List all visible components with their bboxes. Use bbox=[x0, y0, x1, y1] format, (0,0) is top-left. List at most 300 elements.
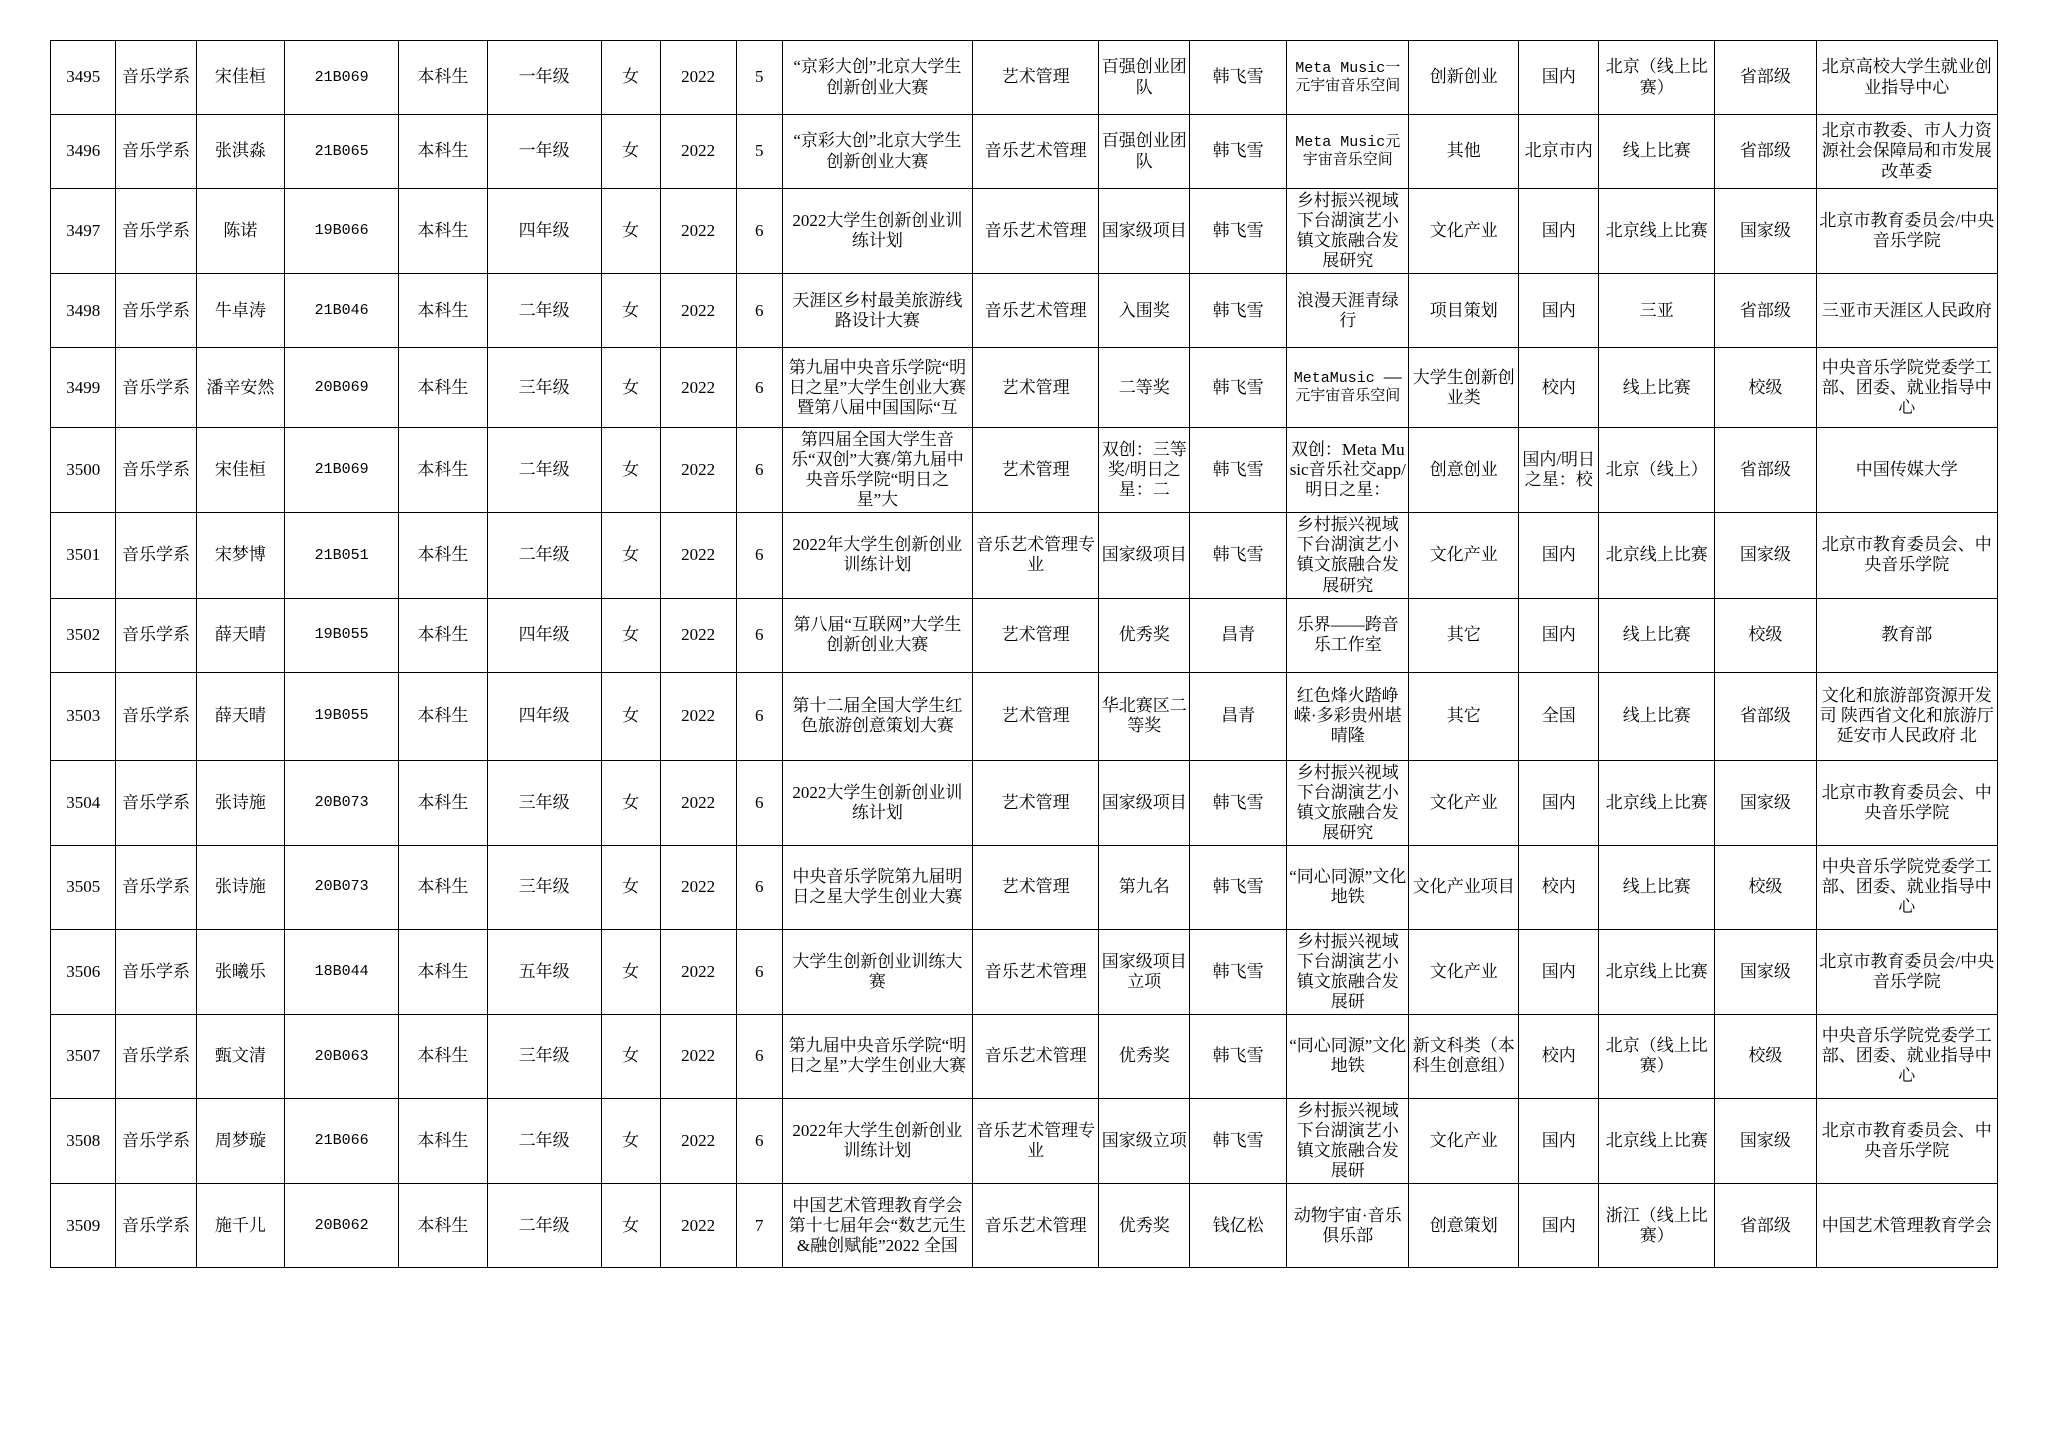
cell-rank: 省部级 bbox=[1715, 274, 1816, 348]
cell-level: 本科生 bbox=[399, 41, 488, 115]
cell-category: 创意创业 bbox=[1409, 428, 1519, 513]
cell-year: 2022 bbox=[660, 428, 736, 513]
cell-grade: 二年级 bbox=[487, 1098, 601, 1183]
cell-project: 中国艺术管理教育学会第十七届年会“数艺元生 &融创赋能”2022 全国 bbox=[782, 1184, 972, 1268]
cell-scope: 校内 bbox=[1519, 348, 1599, 428]
cell-organizer: 北京市教育委员会/中央音乐学院 bbox=[1816, 189, 1997, 274]
cell-place: 北京线上比赛 bbox=[1599, 189, 1715, 274]
cell-dept: 音乐学系 bbox=[116, 760, 196, 845]
cell-category: 创意策划 bbox=[1409, 1184, 1519, 1268]
cell-gender: 女 bbox=[601, 1098, 660, 1183]
cell-rank: 省部级 bbox=[1715, 1184, 1816, 1268]
cell-gender: 女 bbox=[601, 929, 660, 1014]
cell-project: 2022年大学生创新创业训练计划 bbox=[782, 1098, 972, 1183]
cell-project: “京彩大创”北京大学生创新创业大赛 bbox=[782, 115, 972, 189]
cell-major: 音乐艺术管理 bbox=[972, 1184, 1099, 1268]
cell-award: 百强创业团队 bbox=[1099, 115, 1190, 189]
cell-major: 音乐艺术管理 bbox=[972, 1014, 1099, 1098]
cell-major: 艺术管理 bbox=[972, 428, 1099, 513]
cell-category: 其它 bbox=[1409, 598, 1519, 672]
cell-level: 本科生 bbox=[399, 428, 488, 513]
cell-student-id: 20B069 bbox=[285, 348, 399, 428]
cell-category: 文化产业项目 bbox=[1409, 845, 1519, 929]
cell-rank: 省部级 bbox=[1715, 428, 1816, 513]
cell-category: 其他 bbox=[1409, 115, 1519, 189]
cell-place: 线上比赛 bbox=[1599, 348, 1715, 428]
cell-level: 本科生 bbox=[399, 274, 488, 348]
cell-dept: 音乐学系 bbox=[116, 1098, 196, 1183]
cell-scope: 校内 bbox=[1519, 1014, 1599, 1098]
cell-teacher: 韩飞雪 bbox=[1190, 845, 1287, 929]
cell-place: 北京（线上比赛） bbox=[1599, 41, 1715, 115]
cell-number: 6 bbox=[736, 1014, 782, 1098]
cell-award: 优秀奖 bbox=[1099, 598, 1190, 672]
cell-award: 国家级立项 bbox=[1099, 1098, 1190, 1183]
cell-rank: 校级 bbox=[1715, 1014, 1816, 1098]
cell-team: “同心同源”文化地铁 bbox=[1287, 845, 1409, 929]
cell-no: 3495 bbox=[51, 41, 116, 115]
cell-dept: 音乐学系 bbox=[116, 428, 196, 513]
cell-grade: 二年级 bbox=[487, 1184, 601, 1268]
cell-grade: 一年级 bbox=[487, 41, 601, 115]
cell-gender: 女 bbox=[601, 189, 660, 274]
cell-dept: 音乐学系 bbox=[116, 115, 196, 189]
cell-gender: 女 bbox=[601, 845, 660, 929]
cell-team: 乡村振兴视域下台湖演艺小镇文旅融合发展研究 bbox=[1287, 513, 1409, 598]
cell-teacher: 韩飞雪 bbox=[1190, 41, 1287, 115]
cell-rank: 省部级 bbox=[1715, 115, 1816, 189]
cell-gender: 女 bbox=[601, 428, 660, 513]
cell-year: 2022 bbox=[660, 1098, 736, 1183]
cell-name: 薛天晴 bbox=[196, 672, 285, 760]
cell-place: 北京线上比赛 bbox=[1599, 1098, 1715, 1183]
cell-teacher: 韩飞雪 bbox=[1190, 513, 1287, 598]
cell-teacher: 韩飞雪 bbox=[1190, 428, 1287, 513]
cell-gender: 女 bbox=[601, 760, 660, 845]
cell-major: 音乐艺术管理 bbox=[972, 929, 1099, 1014]
cell-organizer: 中央音乐学院党委学工部、团委、就业指导中心 bbox=[1816, 1014, 1997, 1098]
cell-award: 优秀奖 bbox=[1099, 1184, 1190, 1268]
cell-organizer: 北京市教委、市人力资源社会保障局和市发展改革委 bbox=[1816, 115, 1997, 189]
cell-teacher: 韩飞雪 bbox=[1190, 274, 1287, 348]
cell-grade: 二年级 bbox=[487, 274, 601, 348]
cell-team: 乡村振兴视域下台湖演艺小镇文旅融合发展研究 bbox=[1287, 189, 1409, 274]
cell-name: 牛卓涛 bbox=[196, 274, 285, 348]
cell-level: 本科生 bbox=[399, 598, 488, 672]
cell-place: 三亚 bbox=[1599, 274, 1715, 348]
cell-category: 文化产业 bbox=[1409, 760, 1519, 845]
cell-place: 线上比赛 bbox=[1599, 845, 1715, 929]
cell-student-id: 18B044 bbox=[285, 929, 399, 1014]
cell-project: 第十二届全国大学生红色旅游创意策划大赛 bbox=[782, 672, 972, 760]
cell-scope: 国内 bbox=[1519, 274, 1599, 348]
cell-rank: 国家级 bbox=[1715, 1098, 1816, 1183]
cell-team: 乡村振兴视域下台湖演艺小镇文旅融合发展研 bbox=[1287, 1098, 1409, 1183]
cell-gender: 女 bbox=[601, 115, 660, 189]
cell-year: 2022 bbox=[660, 929, 736, 1014]
cell-teacher: 韩飞雪 bbox=[1190, 348, 1287, 428]
cell-major: 艺术管理 bbox=[972, 760, 1099, 845]
cell-rank: 国家级 bbox=[1715, 760, 1816, 845]
cell-place: 北京（线上比赛） bbox=[1599, 1014, 1715, 1098]
cell-no: 3499 bbox=[51, 348, 116, 428]
cell-no: 3500 bbox=[51, 428, 116, 513]
cell-year: 2022 bbox=[660, 274, 736, 348]
cell-project: “京彩大创”北京大学生创新创业大赛 bbox=[782, 41, 972, 115]
cell-organizer: 中国传媒大学 bbox=[1816, 428, 1997, 513]
cell-teacher: 韩飞雪 bbox=[1190, 1098, 1287, 1183]
cell-rank: 国家级 bbox=[1715, 189, 1816, 274]
cell-dept: 音乐学系 bbox=[116, 1014, 196, 1098]
cell-place: 线上比赛 bbox=[1599, 598, 1715, 672]
cell-team: 乡村振兴视域下台湖演艺小镇文旅融合发展研究 bbox=[1287, 760, 1409, 845]
cell-student-id: 21B051 bbox=[285, 513, 399, 598]
cell-rank: 国家级 bbox=[1715, 513, 1816, 598]
cell-organizer: 教育部 bbox=[1816, 598, 1997, 672]
cell-student-id: 20B063 bbox=[285, 1014, 399, 1098]
cell-level: 本科生 bbox=[399, 1184, 488, 1268]
table-row bbox=[51, 513, 1998, 598]
cell-student-id: 19B055 bbox=[285, 598, 399, 672]
cell-student-id: 19B055 bbox=[285, 672, 399, 760]
table-row bbox=[51, 41, 1998, 115]
cell-award: 百强创业团队 bbox=[1099, 41, 1190, 115]
cell-number: 5 bbox=[736, 115, 782, 189]
cell-gender: 女 bbox=[601, 513, 660, 598]
cell-organizer: 北京市教育委员会、中央音乐学院 bbox=[1816, 1098, 1997, 1183]
table-row bbox=[51, 1184, 1998, 1268]
cell-student-id: 21B069 bbox=[285, 428, 399, 513]
cell-place: 北京（线上） bbox=[1599, 428, 1715, 513]
cell-scope: 国内 bbox=[1519, 513, 1599, 598]
cell-scope: 国内 bbox=[1519, 598, 1599, 672]
cell-grade: 四年级 bbox=[487, 672, 601, 760]
cell-category: 创新创业 bbox=[1409, 41, 1519, 115]
cell-name: 甄文清 bbox=[196, 1014, 285, 1098]
cell-student-id: 21B069 bbox=[285, 41, 399, 115]
cell-name: 张曦乐 bbox=[196, 929, 285, 1014]
cell-gender: 女 bbox=[601, 41, 660, 115]
cell-number: 6 bbox=[736, 672, 782, 760]
cell-scope: 国内 bbox=[1519, 1184, 1599, 1268]
cell-name: 张淇淼 bbox=[196, 115, 285, 189]
cell-award: 华北赛区二等奖 bbox=[1099, 672, 1190, 760]
table-row bbox=[51, 845, 1998, 929]
cell-gender: 女 bbox=[601, 672, 660, 760]
table-row bbox=[51, 428, 1998, 513]
cell-level: 本科生 bbox=[399, 1098, 488, 1183]
cell-name: 张诗施 bbox=[196, 845, 285, 929]
cell-name: 薛天晴 bbox=[196, 598, 285, 672]
cell-scope: 国内 bbox=[1519, 41, 1599, 115]
cell-organizer: 北京市教育委员会、中央音乐学院 bbox=[1816, 760, 1997, 845]
cell-award: 国家级项目 bbox=[1099, 513, 1190, 598]
cell-scope: 北京市内 bbox=[1519, 115, 1599, 189]
cell-gender: 女 bbox=[601, 348, 660, 428]
cell-level: 本科生 bbox=[399, 672, 488, 760]
table-row bbox=[51, 672, 1998, 760]
cell-team: 双创：Meta Music音乐社交app/明日之星： bbox=[1287, 428, 1409, 513]
cell-organizer: 北京高校大学生就业创业指导中心 bbox=[1816, 41, 1997, 115]
cell-rank: 校级 bbox=[1715, 598, 1816, 672]
cell-place: 线上比赛 bbox=[1599, 672, 1715, 760]
cell-no: 3502 bbox=[51, 598, 116, 672]
cell-name: 施千儿 bbox=[196, 1184, 285, 1268]
cell-name: 周梦璇 bbox=[196, 1098, 285, 1183]
table-row bbox=[51, 274, 1998, 348]
cell-award: 双创：三等奖/明日之星：二 bbox=[1099, 428, 1190, 513]
cell-project: 第九届中央音乐学院“明日之星”大学生创业大赛暨第八届中国国际“互 bbox=[782, 348, 972, 428]
cell-award: 优秀奖 bbox=[1099, 1014, 1190, 1098]
cell-no: 3508 bbox=[51, 1098, 116, 1183]
cell-scope: 全国 bbox=[1519, 672, 1599, 760]
cell-project: 2022大学生创新创业训练计划 bbox=[782, 189, 972, 274]
cell-no: 3496 bbox=[51, 115, 116, 189]
cell-team: 乡村振兴视域下台湖演艺小镇文旅融合发展研 bbox=[1287, 929, 1409, 1014]
cell-level: 本科生 bbox=[399, 115, 488, 189]
cell-grade: 三年级 bbox=[487, 760, 601, 845]
cell-rank: 国家级 bbox=[1715, 929, 1816, 1014]
cell-major: 艺术管理 bbox=[972, 41, 1099, 115]
cell-dept: 音乐学系 bbox=[116, 274, 196, 348]
cell-year: 2022 bbox=[660, 513, 736, 598]
cell-student-id: 21B046 bbox=[285, 274, 399, 348]
cell-dept: 音乐学系 bbox=[116, 1184, 196, 1268]
cell-organizer: 三亚市天涯区人民政府 bbox=[1816, 274, 1997, 348]
cell-number: 6 bbox=[736, 348, 782, 428]
cell-number: 6 bbox=[736, 845, 782, 929]
cell-year: 2022 bbox=[660, 845, 736, 929]
cell-dept: 音乐学系 bbox=[116, 598, 196, 672]
cell-grade: 四年级 bbox=[487, 189, 601, 274]
cell-category: 项目策划 bbox=[1409, 274, 1519, 348]
cell-major: 艺术管理 bbox=[972, 845, 1099, 929]
cell-award: 二等奖 bbox=[1099, 348, 1190, 428]
cell-teacher: 韩飞雪 bbox=[1190, 1014, 1287, 1098]
cell-grade: 三年级 bbox=[487, 1014, 601, 1098]
cell-rank: 省部级 bbox=[1715, 41, 1816, 115]
cell-award: 第九名 bbox=[1099, 845, 1190, 929]
cell-gender: 女 bbox=[601, 1184, 660, 1268]
cell-no: 3504 bbox=[51, 760, 116, 845]
table-row bbox=[51, 1098, 1998, 1183]
cell-level: 本科生 bbox=[399, 929, 488, 1014]
cell-number: 6 bbox=[736, 1098, 782, 1183]
cell-team: 乐界——跨音乐工作室 bbox=[1287, 598, 1409, 672]
cell-project: 2022大学生创新创业训练计划 bbox=[782, 760, 972, 845]
cell-student-id: 21B065 bbox=[285, 115, 399, 189]
cell-teacher: 昌青 bbox=[1190, 672, 1287, 760]
cell-teacher: 韩飞雪 bbox=[1190, 760, 1287, 845]
cell-year: 2022 bbox=[660, 41, 736, 115]
cell-project: 天涯区乡村最美旅游线路设计大赛 bbox=[782, 274, 972, 348]
cell-no: 3509 bbox=[51, 1184, 116, 1268]
cell-number: 6 bbox=[736, 189, 782, 274]
cell-no: 3498 bbox=[51, 274, 116, 348]
cell-number: 6 bbox=[736, 428, 782, 513]
cell-category: 文化产业 bbox=[1409, 189, 1519, 274]
cell-project: 2022年大学生创新创业训练计划 bbox=[782, 513, 972, 598]
cell-rank: 校级 bbox=[1715, 845, 1816, 929]
cell-level: 本科生 bbox=[399, 1014, 488, 1098]
table-row bbox=[51, 189, 1998, 274]
cell-teacher: 钱亿松 bbox=[1190, 1184, 1287, 1268]
cell-year: 2022 bbox=[660, 672, 736, 760]
cell-year: 2022 bbox=[660, 598, 736, 672]
cell-category: 文化产业 bbox=[1409, 513, 1519, 598]
cell-scope: 国内 bbox=[1519, 929, 1599, 1014]
cell-dept: 音乐学系 bbox=[116, 929, 196, 1014]
cell-number: 6 bbox=[736, 760, 782, 845]
cell-grade: 二年级 bbox=[487, 513, 601, 598]
cell-category: 其它 bbox=[1409, 672, 1519, 760]
cell-no: 3503 bbox=[51, 672, 116, 760]
table-body bbox=[51, 41, 1998, 1268]
cell-no: 3507 bbox=[51, 1014, 116, 1098]
cell-year: 2022 bbox=[660, 1014, 736, 1098]
cell-name: 宋梦博 bbox=[196, 513, 285, 598]
cell-major: 音乐艺术管理 bbox=[972, 115, 1099, 189]
cell-name: 陈诺 bbox=[196, 189, 285, 274]
cell-year: 2022 bbox=[660, 115, 736, 189]
cell-award: 入围奖 bbox=[1099, 274, 1190, 348]
cell-level: 本科生 bbox=[399, 845, 488, 929]
cell-number: 6 bbox=[736, 598, 782, 672]
cell-grade: 五年级 bbox=[487, 929, 601, 1014]
cell-team: Meta Music一元宇宙音乐空间 bbox=[1287, 41, 1409, 115]
cell-dept: 音乐学系 bbox=[116, 672, 196, 760]
cell-category: 新文科类（本科生创意组） bbox=[1409, 1014, 1519, 1098]
cell-scope: 国内 bbox=[1519, 189, 1599, 274]
cell-major: 音乐艺术管理 bbox=[972, 189, 1099, 274]
cell-place: 浙江（线上比赛） bbox=[1599, 1184, 1715, 1268]
cell-year: 2022 bbox=[660, 1184, 736, 1268]
cell-gender: 女 bbox=[601, 598, 660, 672]
cell-no: 3497 bbox=[51, 189, 116, 274]
cell-level: 本科生 bbox=[399, 348, 488, 428]
cell-organizer: 中央音乐学院党委学工部、团委、就业指导中心 bbox=[1816, 348, 1997, 428]
cell-project: 中央音乐学院第九届明日之星大学生创业大赛 bbox=[782, 845, 972, 929]
cell-organizer: 文化和旅游部资源开发司 陕西省文化和旅游厅 延安市人民政府 北 bbox=[1816, 672, 1997, 760]
cell-student-id: 20B073 bbox=[285, 760, 399, 845]
cell-dept: 音乐学系 bbox=[116, 41, 196, 115]
cell-team: 红色烽火踏峥嵘·多彩贵州堪晴隆 bbox=[1287, 672, 1409, 760]
table-row bbox=[51, 929, 1998, 1014]
cell-teacher: 韩飞雪 bbox=[1190, 115, 1287, 189]
cell-gender: 女 bbox=[601, 274, 660, 348]
cell-rank: 省部级 bbox=[1715, 672, 1816, 760]
cell-number: 5 bbox=[736, 41, 782, 115]
cell-no: 3506 bbox=[51, 929, 116, 1014]
cell-team: 浪漫天涯青绿行 bbox=[1287, 274, 1409, 348]
cell-no: 3501 bbox=[51, 513, 116, 598]
cell-place: 北京线上比赛 bbox=[1599, 513, 1715, 598]
cell-team: MetaMusic —— 元宇宙音乐空间 bbox=[1287, 348, 1409, 428]
cell-level: 本科生 bbox=[399, 189, 488, 274]
cell-dept: 音乐学系 bbox=[116, 845, 196, 929]
cell-organizer: 中央音乐学院党委学工部、团委、就业指导中心 bbox=[1816, 845, 1997, 929]
cell-category: 文化产业 bbox=[1409, 929, 1519, 1014]
cell-number: 6 bbox=[736, 929, 782, 1014]
cell-award: 国家级项目立项 bbox=[1099, 929, 1190, 1014]
cell-organizer: 北京市教育委员会、中央音乐学院 bbox=[1816, 513, 1997, 598]
cell-year: 2022 bbox=[660, 348, 736, 428]
cell-teacher: 韩飞雪 bbox=[1190, 929, 1287, 1014]
cell-name: 潘辛安然 bbox=[196, 348, 285, 428]
cell-category: 文化产业 bbox=[1409, 1098, 1519, 1183]
cell-project: 第九届中央音乐学院“明日之星”大学生创业大赛 bbox=[782, 1014, 972, 1098]
cell-team: 动物宇宙·音乐俱乐部 bbox=[1287, 1184, 1409, 1268]
cell-grade: 四年级 bbox=[487, 598, 601, 672]
cell-scope: 国内 bbox=[1519, 760, 1599, 845]
cell-grade: 二年级 bbox=[487, 428, 601, 513]
cell-project: 第四届全国大学生音乐“双创”大赛/第九届中央音乐学院“明日之星”大 bbox=[782, 428, 972, 513]
cell-grade: 一年级 bbox=[487, 115, 601, 189]
cell-dept: 音乐学系 bbox=[116, 348, 196, 428]
cell-grade: 三年级 bbox=[487, 845, 601, 929]
records-table bbox=[50, 40, 1998, 1268]
cell-student-id: 21B066 bbox=[285, 1098, 399, 1183]
cell-place: 北京线上比赛 bbox=[1599, 760, 1715, 845]
cell-award: 国家级项目 bbox=[1099, 189, 1190, 274]
cell-major: 音乐艺术管理专业 bbox=[972, 513, 1099, 598]
cell-major: 艺术管理 bbox=[972, 598, 1099, 672]
cell-major: 艺术管理 bbox=[972, 348, 1099, 428]
cell-project: 第八届“互联网”大学生创新创业大赛 bbox=[782, 598, 972, 672]
cell-year: 2022 bbox=[660, 760, 736, 845]
cell-level: 本科生 bbox=[399, 760, 488, 845]
cell-project: 大学生创新创业训练大赛 bbox=[782, 929, 972, 1014]
cell-scope: 校内 bbox=[1519, 845, 1599, 929]
cell-number: 7 bbox=[736, 1184, 782, 1268]
cell-no: 3505 bbox=[51, 845, 116, 929]
cell-major: 音乐艺术管理 bbox=[972, 274, 1099, 348]
cell-name: 张诗施 bbox=[196, 760, 285, 845]
cell-level: 本科生 bbox=[399, 513, 488, 598]
cell-organizer: 北京市教育委员会/中央音乐学院 bbox=[1816, 929, 1997, 1014]
cell-teacher: 昌青 bbox=[1190, 598, 1287, 672]
cell-dept: 音乐学系 bbox=[116, 513, 196, 598]
cell-rank: 校级 bbox=[1715, 348, 1816, 428]
cell-student-id: 20B062 bbox=[285, 1184, 399, 1268]
cell-organizer: 中国艺术管理教育学会 bbox=[1816, 1184, 1997, 1268]
cell-dept: 音乐学系 bbox=[116, 189, 196, 274]
cell-name: 宋佳桓 bbox=[196, 41, 285, 115]
cell-team: Meta Music元宇宙音乐空间 bbox=[1287, 115, 1409, 189]
cell-place: 线上比赛 bbox=[1599, 115, 1715, 189]
table-row bbox=[51, 760, 1998, 845]
cell-scope: 国内 bbox=[1519, 1098, 1599, 1183]
cell-gender: 女 bbox=[601, 1014, 660, 1098]
cell-place: 北京线上比赛 bbox=[1599, 929, 1715, 1014]
cell-award: 国家级项目 bbox=[1099, 760, 1190, 845]
cell-major: 音乐艺术管理专业 bbox=[972, 1098, 1099, 1183]
cell-scope: 国内/明日之星：校 bbox=[1519, 428, 1599, 513]
table-row bbox=[51, 598, 1998, 672]
cell-name: 宋佳桓 bbox=[196, 428, 285, 513]
table-row bbox=[51, 115, 1998, 189]
cell-teacher: 韩飞雪 bbox=[1190, 189, 1287, 274]
cell-grade: 三年级 bbox=[487, 348, 601, 428]
table-row bbox=[51, 1014, 1998, 1098]
cell-category: 大学生创新创业类 bbox=[1409, 348, 1519, 428]
cell-team: “同心同源”文化地铁 bbox=[1287, 1014, 1409, 1098]
cell-number: 6 bbox=[736, 513, 782, 598]
cell-major: 艺术管理 bbox=[972, 672, 1099, 760]
cell-student-id: 19B066 bbox=[285, 189, 399, 274]
cell-number: 6 bbox=[736, 274, 782, 348]
cell-year: 2022 bbox=[660, 189, 736, 274]
